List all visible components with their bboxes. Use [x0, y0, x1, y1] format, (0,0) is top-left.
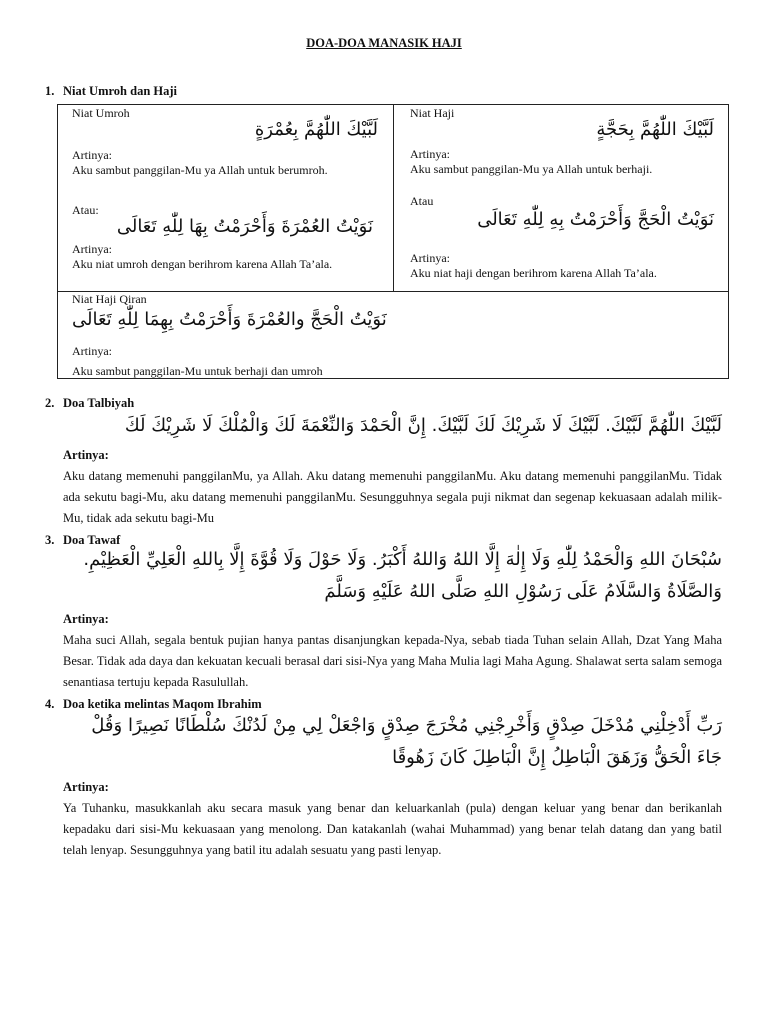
section-title: Doa Talbiyah — [63, 396, 135, 410]
section-number: 4. — [45, 697, 55, 711]
niat-umroh-artinya2-label: Artinya: — [72, 242, 112, 256]
section-title: Niat Umroh dan Haji — [63, 84, 178, 98]
talbiyah-artinya: Aku datang memenuhi panggilanMu, ya Allah. Aku datang memenuhi panggilanMu. Aku datang memenuhi panggilanMu. Tidak ada sekutu bagi-Mu, aku datang memenuhi panggilanMu. Sesungguhnya segala puji nikmat dan segenap kekuasaan adalah milik-Mu, tidak ada sekutu bagi-Mu — [63, 469, 722, 525]
niat-qiran-artinya-label: Artinya: — [72, 344, 112, 358]
page-title: DOA-DOA MANASIK HAJI — [306, 36, 462, 50]
section-title: Doa Tawaf — [63, 533, 121, 547]
niat-umroh-artinya2: Aku niat umroh dengan berihrom karena Allah Ta’ala. — [72, 257, 333, 271]
table-divider-horizontal — [58, 291, 728, 292]
section-title: Doa ketika melintas Maqom Ibrahim — [63, 697, 262, 711]
niat-umroh-arabic: لَبَّيْكَ اللّٰهُمَّ بِعُمْرَةٍ — [254, 119, 378, 140]
talbiyah-arabic: لَبَّيْكَ اللّٰهُمَّ لَبَّيْكَ. لَبَّيْكَ لَا شَرِيْكَ لَكَ لَبَّيْكَ. إِنَّ الْحَمْدَ وَالنِّعْمَةَ لَكَ وَالْمُلْكَ لَا شَرِيْكَ لَكَ — [124, 415, 722, 436]
niat-haji-artinya2-label: Artinya: — [410, 251, 450, 265]
niat-qiran-artinya: Aku sambut panggilan-Mu untuk berhaji dan umroh — [72, 364, 323, 378]
maqom-arabic: رَبِّ أَدْخِلْنِي مُدْخَلَ صِدْقٍ وَأَخْرِجْنِي مُخْرَجَ صِدْقٍ وَاجْعَلْ لِي مِنْ لَدُنْكَ سُلْطَانًا نَصِيرًا وَقُلْ جَاءَ الْحَقُّ وَزَهَقَ الْبَاطِلُ إِنَّ الْبَاطِلَ كَانَ زَهُوقًا — [91, 715, 722, 768]
section-number: 1. — [45, 84, 55, 98]
section-heading-niat — [45, 84, 177, 99]
tawaf-artinya-label: Artinya: — [63, 612, 109, 626]
niat-haji-arabic: لَبَّيْكَ اللّٰهُمَّ بِحَجَّةٍ — [596, 119, 714, 140]
niat-qiran-label: Niat Haji Qiran — [72, 292, 147, 306]
tawaf-artinya: Maha suci Allah, segala bentuk pujian hanya pantas disanjungkan kepada-Nya, sebab tiada Tuhan selain Allah, Dzat Yang Maha Besar. Tidak ada daya dan kekuatan kecuali berasal dari sisi-Nya yang Maha Mulia lagi Maha Agung. Shalawat serta salam semoga senantiasa tertuju kepada Rasulullah. — [63, 633, 722, 689]
niat-haji-artinya: Aku sambut panggilan-Mu ya Allah untuk berhaji. — [410, 162, 653, 176]
niat-umroh-atau: Atau: — [72, 203, 99, 217]
niat-table — [57, 104, 729, 379]
niat-umroh-label: Niat Umroh — [72, 106, 130, 120]
niat-umroh-artinya-label: Artinya: — [72, 148, 112, 162]
niat-umroh-artinya: Aku sambut panggilan-Mu ya Allah untuk berumroh. — [72, 163, 328, 177]
niat-haji-atau: Atau — [410, 194, 434, 208]
niat-qiran-arabic: نَوَيْتُ الْحَجَّ والعُمْرَةَ وَأَحْرَمْتُ بِهِمَا لِلّٰهِ تَعَالَى — [72, 309, 387, 330]
maqom-artinya-label: Artinya: — [63, 780, 109, 794]
table-divider-vertical — [393, 105, 394, 291]
niat-haji-artinya-label: Artinya: — [410, 147, 450, 161]
tawaf-arabic: سُبْحَانَ اللهِ وَالْحَمْدُ لِلّٰهِ وَلَا إِلٰهَ إِلَّا اللهُ وَاللهُ أَكْبَرُ. وَلَا حَوْلَ وَلَا قُوَّةَ إِلَّا بِاللهِ الْعَلِيِّ الْعَظِيْمِ. وَالصَّلَاةُ وَالسَّلَامُ عَلَى رَسُوْلِ اللهِ صَلَّى اللهُ عَلَيْهِ وَسَلَّمَ — [83, 549, 722, 602]
section-number: 3. — [45, 533, 55, 547]
niat-haji-artinya2: Aku niat haji dengan berihrom karena Allah Ta’ala. — [410, 266, 657, 280]
niat-umroh-arabic-alt: نَوَيْتُ العُمْرَةَ وَأَحْرَمْتُ بِهَا لِلّٰهِ تَعَالَى — [116, 216, 373, 237]
section-number: 2. — [45, 396, 55, 410]
maqom-artinya: Ya Tuhanku, masukkanlah aku secara masuk yang benar dan keluarkanlah (pula) dengan keluar yang benar dan berikanlah kepadaku dari sisi-Mu kekuasaan yang menolong. Dan katakanlah (wahai Muhammad) yang benar telah datang dan yang batil telah lenyap. Sesungguhnya yang batil itu adalah sesuatu yang pasti lenyap. — [63, 801, 722, 857]
talbiyah-artinya-label: Artinya: — [63, 448, 109, 462]
section-heading-talbiyah — [45, 396, 134, 411]
niat-haji-label: Niat Haji — [410, 106, 455, 120]
niat-haji-arabic-alt: نَوَيْتُ الْحَجَّ وَأَحْرَمْتُ بِهِ لِلّٰهِ تَعَالَى — [477, 209, 714, 230]
